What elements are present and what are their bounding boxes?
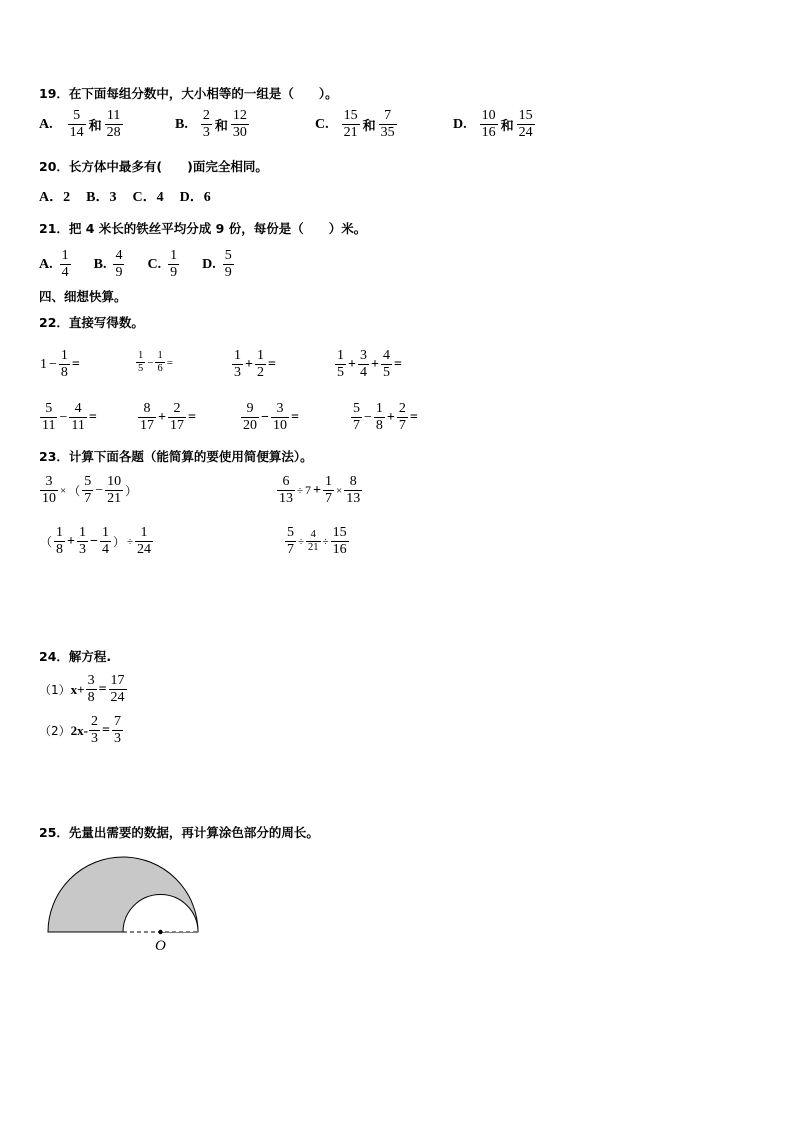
and-text: 和 [214, 119, 228, 134]
fraction: $\frac{2}{3}$ [90, 714, 98, 746]
q20-option-d[interactable]: D．6 [179, 190, 211, 205]
semicircle-figure [40, 850, 210, 955]
fraction: $\frac{5}{7}$ [353, 401, 360, 433]
q22-item-7: $\frac{9}{20}$ − $\frac{3}{10}$ = [243, 401, 299, 433]
fraction: $\frac{5}{11}$ [42, 401, 56, 433]
option-label: C. [315, 116, 329, 132]
q19-option-a[interactable] [39, 108, 124, 141]
fraction: $\frac{2}{3}$ [202, 108, 210, 140]
q21-text: 21．把 4 米长的铁丝平均分成 9 份，每份是（ ）米。 [39, 221, 367, 236]
q21-option-a-label[interactable]: A. [39, 256, 53, 272]
q23-expr-1: $\frac{3}{10}$ × （ $\frac{5}{7}$ − $\frac{10}{21}$ ） [42, 474, 138, 506]
fraction: $\frac{1}{8}$ [60, 348, 68, 380]
fraction: $\frac{15}{24}$ [518, 108, 533, 140]
q21-option-c-label[interactable]: C. [147, 256, 162, 272]
fraction: $\frac{4}{5}$ [382, 348, 390, 380]
fraction: $\frac{1}{8}$ [56, 525, 64, 557]
fraction: $\frac{1}{3}$ [234, 348, 241, 380]
fraction: $\frac{5}{7}$ [84, 474, 92, 506]
section-heading: 四、细想快算。 [39, 289, 127, 304]
q22-text: 22．直接写得数。 [39, 315, 144, 330]
fraction: $\frac{7}{35}$ [380, 108, 395, 140]
fraction: $\frac{1}{2}$ [256, 348, 264, 380]
fraction: $\frac{6}{13}$ [279, 474, 293, 506]
fraction: $\frac{3}{10}$ [42, 474, 56, 506]
q20-options [39, 186, 211, 206]
fraction: $\frac{10}{16}$ [481, 108, 496, 140]
fraction: $\frac{1}{24}$ [137, 525, 152, 557]
q21-option-b-fraction: $\frac{4}{9}$ [115, 248, 123, 280]
option-label: B. [175, 116, 188, 132]
fraction: $\frac{1}{5}$ [138, 350, 144, 374]
q21-option-a-fraction: $\frac{1}{4}$ [61, 248, 69, 280]
q22-item-2: $\frac{1}{5}$ − $\frac{1}{6}$ = [138, 350, 173, 374]
fraction: $\frac{15}{21}$ [343, 108, 358, 140]
q22-item-4: $\frac{1}{5}$ + $\frac{3}{4}$ + $\frac{4}{5}$ = [337, 348, 402, 380]
fraction: $\frac{1}{8}$ [375, 401, 383, 433]
fraction: $\frac{5}{14}$ [69, 108, 84, 140]
fraction: $\frac{4}{11}$ [71, 401, 85, 433]
q24-text: 24．解方程. [39, 649, 112, 664]
q21-options [39, 248, 235, 281]
fraction: $\frac{17}{24}$ [110, 673, 125, 705]
q25-text: 25．先量出需要的数据，再计算涂色部分的周长。 [39, 825, 319, 840]
option-label: D. [453, 116, 467, 132]
fraction: $\frac{2}{7}$ [398, 401, 406, 433]
center-label: O [155, 938, 166, 954]
fraction: $\frac{10}{21}$ [107, 474, 122, 506]
q22-item-3: $\frac{1}{3}$ + $\frac{1}{2}$ = [234, 348, 276, 380]
q23-expr-3: （ $\frac{1}{8}$ + $\frac{1}{3}$ − $\frac{1}{4}$ ） ÷ $\frac{1}{24}$ [40, 525, 152, 557]
q19-option-b[interactable] [175, 108, 250, 141]
fraction: $\frac{3}{10}$ [272, 401, 287, 433]
fraction: $\frac{4}{21}$ [308, 529, 319, 553]
q20-option-c[interactable]: C．4 [132, 190, 164, 205]
q20-option-b[interactable]: B．3 [86, 190, 117, 205]
q24-equation-2: （2） 2x- $\frac{2}{3}$ = $\frac{7}{3}$ [39, 714, 121, 746]
center-point [158, 930, 162, 934]
option-label: A. [39, 116, 53, 132]
q21-option-b-label[interactable]: B. [93, 256, 107, 272]
fraction: $\frac{15}{16}$ [332, 525, 347, 557]
fraction: $\frac{3}{4}$ [359, 348, 367, 380]
fraction: $\frac{5}{7}$ [287, 525, 294, 557]
fraction: $\frac{1}{5}$ [337, 348, 344, 380]
fraction: $\frac{11}{28}$ [106, 108, 121, 140]
q19-option-c[interactable] [315, 108, 398, 141]
and-text: 和 [362, 119, 376, 134]
and-text: 和 [500, 119, 514, 134]
q24-equation-1: （1） x+ $\frac{3}{8}$ = $\frac{17}{24}$ [39, 673, 125, 705]
q20-option-a[interactable]: A．2 [39, 190, 71, 205]
q21-option-d-fraction: $\frac{5}{9}$ [224, 248, 232, 280]
fraction: $\frac{1}{7}$ [325, 474, 333, 506]
q22-item-5: $\frac{5}{11}$ − $\frac{4}{11}$ = [42, 401, 97, 433]
q19-text: 19．在下面每组分数中，大小相等的一组是（ ）。 [39, 86, 338, 101]
q20-text: 20．长方体中最多有( )面完全相同。 [39, 159, 268, 174]
q21-option-c-fraction: $\frac{1}{9}$ [170, 248, 178, 280]
q23-expr-2: $\frac{6}{13}$ ÷ 7 + $\frac{1}{7}$ × $\frac{8}{13}$ [279, 474, 361, 506]
fraction: $\frac{2}{17}$ [169, 401, 184, 433]
q23-expr-4: $\frac{5}{7}$ ÷ $\frac{4}{21}$ ÷ $\frac{15}{16}$ [287, 525, 347, 557]
q19-option-d[interactable] [453, 108, 536, 141]
q23-text: 23．计算下面各题（能简算的要使用简便算法）。 [39, 449, 313, 464]
q22-item-6: $\frac{8}{17}$ + $\frac{2}{17}$ = [140, 401, 196, 433]
fraction: $\frac{1}{4}$ [101, 525, 109, 557]
fraction: $\frac{1}{3}$ [79, 525, 86, 557]
fraction: $\frac{1}{6}$ [157, 350, 163, 374]
fraction: $\frac{8}{13}$ [346, 474, 361, 506]
fraction: $\frac{12}{30}$ [232, 108, 247, 140]
fraction: $\frac{3}{8}$ [87, 673, 95, 705]
fraction: $\frac{9}{20}$ [243, 401, 257, 433]
fraction: $\frac{7}{3}$ [113, 714, 121, 746]
and-text: 和 [88, 119, 102, 134]
q22-item-8: $\frac{5}{7}$ − $\frac{1}{8}$ + $\frac{2}{7}$ = [353, 401, 418, 433]
fraction: $\frac{8}{17}$ [140, 401, 154, 433]
q22-item-1: 1 − $\frac{1}{8}$ = [40, 348, 80, 380]
q21-option-d-label[interactable]: D. [202, 256, 216, 272]
